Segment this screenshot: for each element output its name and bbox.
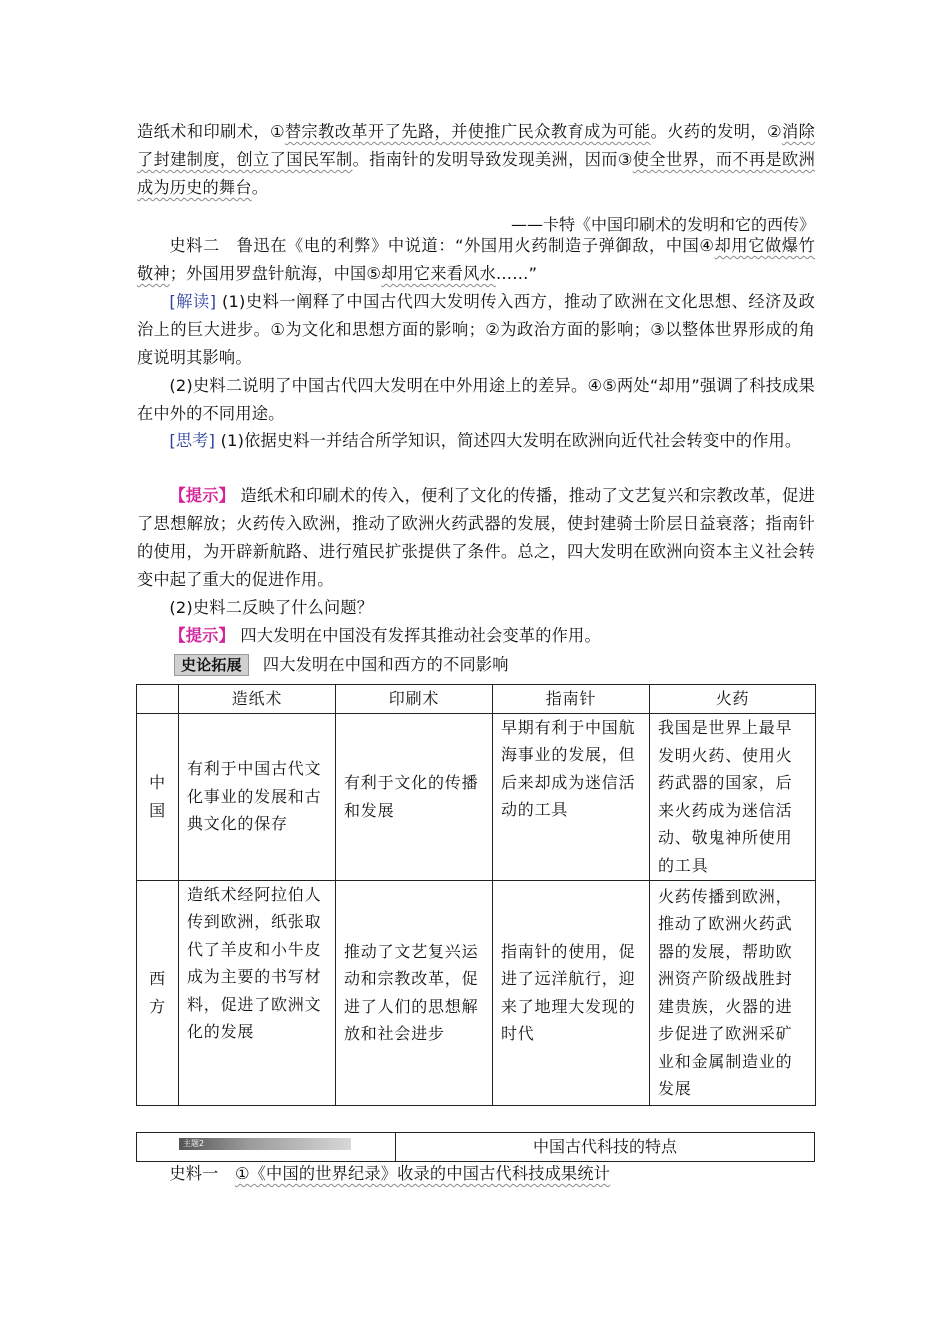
tip-answer-2	[137, 622, 815, 650]
underlined-text: 却用它做爆竹敬神	[137, 236, 816, 283]
tip-label: 【提示】	[169, 626, 235, 645]
answer-text: 造纸术和印刷术的传入，便利了文化的传播，推动了文艺复兴和宗教改革，促进了思想解放；火药传入欧洲，推动了欧洲火药武器的发展，使封建骑士阶层日益衰落；指南针的使用，为开辟新航路、进行殖民扩张提供了条件。总之，四大发明在欧洲向资本主义社会转变中起了重大的促进作用。	[137, 486, 815, 589]
tip-answer-1	[137, 482, 815, 594]
table-cell: 我国是世界上最早发明火药、使用火药武器的国家，后来火药成为迷信活动、敬鬼神所使用的工具	[650, 713, 816, 880]
interpretation-label: [解读]	[169, 292, 217, 311]
interpretation-paragraph-1	[137, 288, 815, 372]
table-cell: 推动了文艺复兴运动和宗教改革，促进了人们的思想解放和社会进步	[336, 880, 493, 1105]
attribution: ——卡特《中国印刷术的发明和它的西传》	[510, 215, 815, 234]
table-cell: 早期有利于中国航海事业的发展，但后来却成为迷信活动的工具	[493, 713, 650, 880]
thinking-question-2: (2)史料二反映了什么问题？	[169, 598, 374, 617]
table-header-cell: 印刷术	[336, 685, 493, 714]
table-header-cell	[137, 685, 179, 714]
text-segment: ……”	[495, 264, 538, 283]
text-segment: 。	[251, 178, 269, 197]
text-segment: 。火药的发明，②	[650, 122, 782, 141]
source2-paragraph	[137, 232, 815, 288]
table-cell: 火药传播到欧洲，推动了欧洲火药武器的发展，帮助欧洲资产阶级战胜封建贵族，火器的进步促进了欧洲采矿业和金属制造业的发展	[650, 880, 816, 1105]
table-header-cell: 火药	[650, 685, 816, 714]
table-header-cell: 造纸术	[179, 685, 336, 714]
topic-header-bar	[136, 1132, 815, 1162]
table-cell: 有利于文化的传播和发展	[336, 713, 493, 880]
topic-title: 中国古代科技的特点	[532, 1137, 677, 1156]
table-cell: 指南针的使用，促进了远洋航行，迎来了地理大发现的时代	[493, 880, 650, 1105]
underlined-text: 替宗教改革开了先路，并使推广民众教育成为可能	[284, 122, 651, 141]
table-header-cell: 指南针	[493, 685, 650, 714]
table-row	[137, 880, 816, 1105]
thinking-question-1	[137, 427, 815, 455]
comparison-table	[136, 684, 816, 1106]
table-row	[137, 713, 816, 880]
tip-label: 【提示】	[169, 486, 236, 505]
extension-title: 四大发明在中国和西方的不同影响	[262, 655, 509, 674]
underlined-text: 使全世界，而不再是欧洲成为历史的舞台	[137, 150, 815, 197]
interpretation-text: (1)史料一阐释了中国古代四大发明传入西方，推动了欧洲在文化思想、经济及政治上的巨大进步。①为文化和思想方面的影响；②为政治方面的影响；③以整体世界形成的角度说明其影响。	[137, 292, 815, 367]
thinking-label: [思考]	[169, 431, 216, 450]
source1-line	[137, 1160, 815, 1188]
interpretation-paragraph-2: (2)史料二说明了中国古代四大发明在中外用途上的差异。④⑤两处“却用”强调了科技成果在中外的不同用途。	[137, 376, 815, 423]
topic-badge: 主题2	[179, 1138, 351, 1150]
table-header-row	[137, 685, 816, 714]
underlined-text: ①《中国的世界纪录》收录的中国古代科技成果统计	[234, 1164, 611, 1183]
text-segment: ；外国用罗盘针航海，中国⑤	[169, 264, 382, 283]
table-cell: 有利于中国古代文化事业的发展和古典文化的保存	[179, 713, 336, 880]
source1-paragraph	[137, 118, 815, 202]
text-segment: 造纸术和印刷术，①	[137, 122, 285, 141]
underlined-text: 消除了封建制度，创立了国民军制	[137, 122, 815, 169]
question-text: (1)依据史料一并结合所学知识，简述四大发明在欧洲向近代社会转变中的作用。	[220, 431, 802, 450]
extension-label: 史论拓展	[174, 654, 249, 676]
text-segment: 。指南针的发明导致发现美洲，因而③	[352, 150, 633, 169]
row-header-china: 中国	[137, 713, 179, 880]
row-header-west: 西方	[137, 880, 179, 1105]
text-segment: 史料二 鲁迅在《电的利弊》中说道：“外国用火药制造子弹御敌，中国④	[169, 236, 715, 255]
extension-heading	[174, 651, 814, 679]
table-cell: 造纸术经阿拉伯人传到欧洲，纸张取代了羊皮和小牛皮成为主要的书写材料，促进了欧洲文化的发展	[179, 880, 336, 1105]
answer-text: 四大发明在中国没有发挥其推动社会变革的作用。	[240, 626, 601, 645]
source-label: 史料一	[169, 1164, 235, 1183]
underlined-text: 却用它来看风水	[381, 264, 496, 283]
